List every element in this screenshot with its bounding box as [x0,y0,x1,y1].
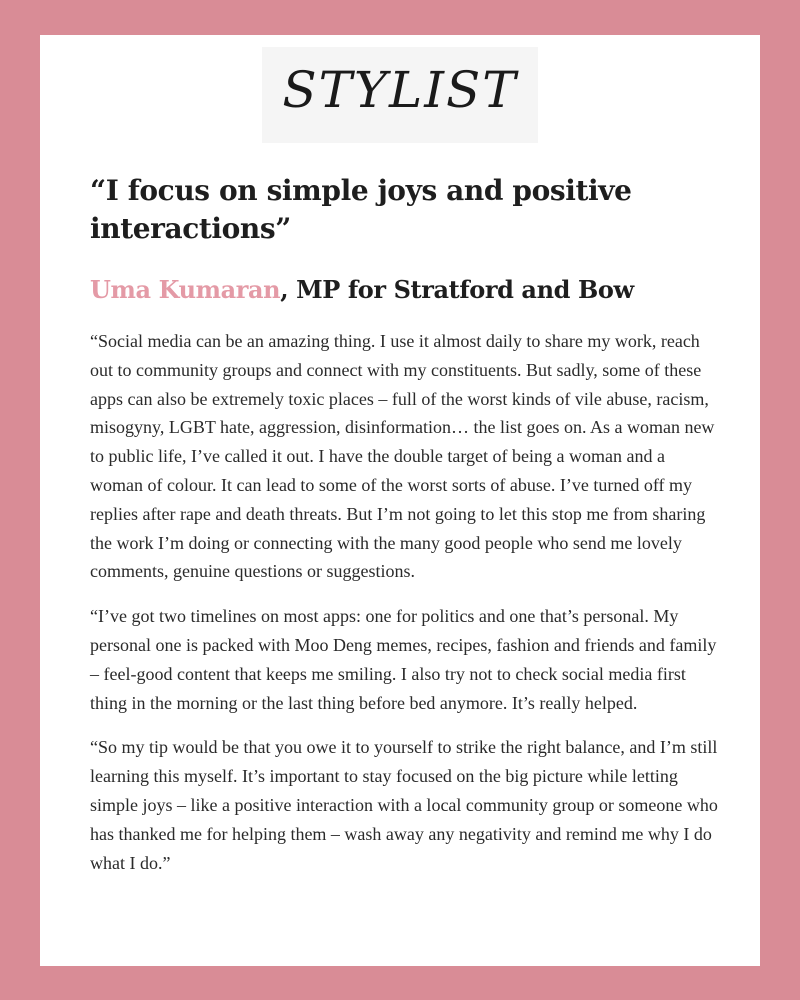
byline-role: , MP for Stratford and Bow [280,275,634,304]
body-paragraph-3: “So my tip would be that you owe it to yourself to strike the right balance, and I’m still learning this myself. It’s important to stay focused on the big picture while letting simple joys – like a positive interaction with a local community group or someone who has thanked me for helping them – wash away any negativity and remind me why I do what I do.” [90,737,718,873]
byline [90,273,730,307]
byline-name: Uma Kumaran [90,275,281,304]
article-card [40,35,760,966]
article-headline: “I focus on simple joys and positive interactions” [90,174,632,245]
body-paragraph-2: “I’ve got two timelines on most apps: one for politics and one that’s personal. My personal one is packed with Moo Deng memes, recipes, fashion and friends and family – feel-good content that keeps me smiling. I also try not to check social media first thing in the morning or the last thing before bed anymore. It’s really helped. [90,606,717,713]
article-body [90,327,722,893]
stylist-logo: STYLIST [282,61,518,119]
logo-box [262,47,538,143]
body-paragraph-1: “Social media can be an amazing thing. I use it almost daily to share my work, reach out to community groups and connect with my constituents. But sadly, some of these apps can also be extremely toxic places – full of the worst kinds of vile abuse, racism, misogyny, LGBT hate, aggression, disinformation… the list goes on. As a woman new to public life, I’ve called it out. I have the double target of being a woman and a woman of colour. It can lead to some of the worst sorts of abuse. I’ve turned off my replies after rape and death threats. But I’m not going to let this stop me from sharing the work I’m doing or connecting with the many good people who send me lovely comments, genuine questions or suggestions. [90,331,715,582]
